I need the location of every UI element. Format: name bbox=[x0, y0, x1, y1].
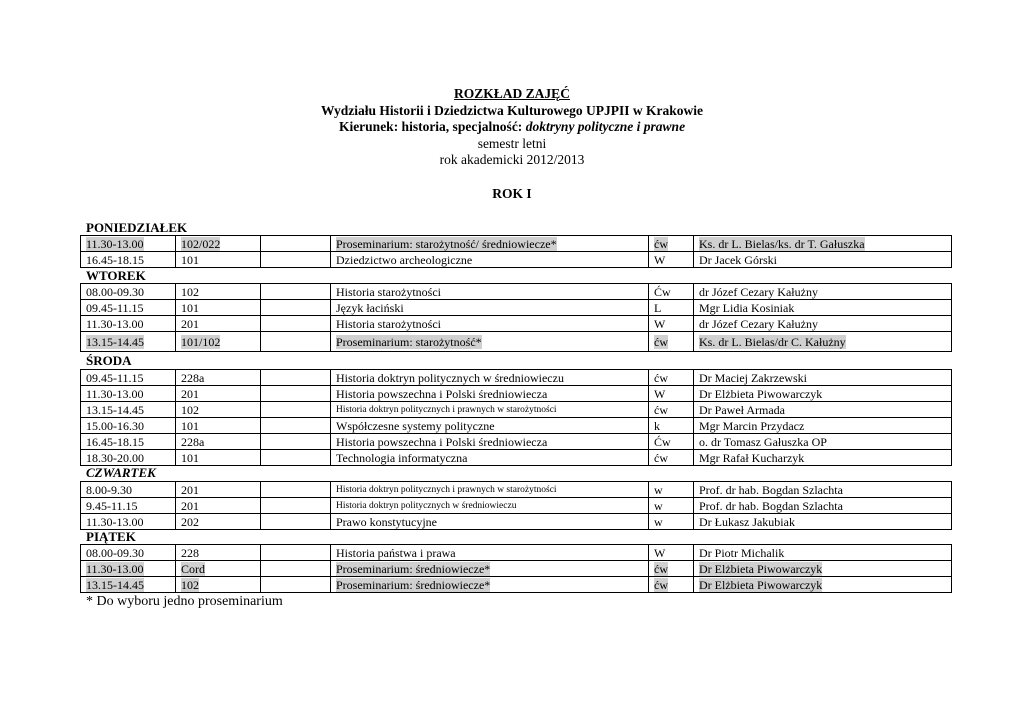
faculty-name: Wydziału Historii i Dziedzictwa Kulturowego UPJPII w Krakowie bbox=[320, 102, 704, 118]
teacher-cell bbox=[694, 386, 952, 402]
room-text: 201 bbox=[181, 386, 199, 401]
subject-text: Historia doktryn politycznych i prawnych w starożytności bbox=[336, 484, 557, 495]
table-row bbox=[81, 450, 952, 466]
time-cell bbox=[81, 418, 176, 434]
teacher-cell bbox=[694, 482, 952, 498]
subject-text: Proseminarium: średniowiecze* bbox=[336, 577, 491, 592]
teacher-text: dr Józef Cezary Kałużny bbox=[699, 284, 818, 299]
teacher-text: Prof. dr hab. Bogdan Szlachta bbox=[699, 482, 843, 497]
empty-cell bbox=[261, 577, 331, 593]
subject-cell bbox=[331, 316, 649, 332]
type-cell bbox=[649, 498, 694, 514]
empty-cell bbox=[261, 300, 331, 316]
day-heading: PIĄTEK bbox=[86, 529, 136, 544]
table-row bbox=[81, 402, 952, 418]
room-cell bbox=[176, 418, 261, 434]
type-text: w bbox=[654, 514, 663, 529]
table-row bbox=[81, 370, 952, 386]
empty-cell bbox=[261, 284, 331, 300]
table-row bbox=[81, 252, 952, 268]
room-cell bbox=[176, 284, 261, 300]
teacher-cell bbox=[694, 252, 952, 268]
type-text: ćw bbox=[654, 334, 668, 349]
day-heading: CZWARTEK bbox=[86, 465, 156, 480]
empty-cell bbox=[261, 434, 331, 450]
time-cell bbox=[81, 561, 176, 577]
room-text: 228a bbox=[181, 370, 205, 385]
teacher-text: Dr Elżbieta Piwowarczyk bbox=[699, 386, 823, 401]
room-cell bbox=[176, 577, 261, 593]
room-text: 102 bbox=[181, 577, 199, 592]
teacher-text: Ks. dr L. Bielas/dr C. Kałużny bbox=[699, 334, 846, 349]
subject-text: Historia doktryn politycznych w średniowieczu bbox=[336, 500, 517, 511]
table-row bbox=[81, 514, 952, 530]
time-text: 11.30-13.00 bbox=[86, 561, 144, 576]
subject-text: Historia powszechna i Polski średniowiecza bbox=[336, 434, 548, 449]
time-cell bbox=[81, 577, 176, 593]
type-text: k bbox=[654, 418, 660, 433]
table-row bbox=[81, 316, 952, 332]
day-schedule-table bbox=[80, 481, 952, 530]
subject-cell bbox=[331, 434, 649, 450]
type-text: ćw bbox=[654, 561, 668, 576]
day-heading: PONIEDZIAŁEK bbox=[86, 220, 188, 235]
type-cell bbox=[649, 252, 694, 268]
room-cell bbox=[176, 332, 261, 352]
type-cell bbox=[649, 402, 694, 418]
time-text: 11.30-13.00 bbox=[86, 386, 144, 401]
room-text: 228 bbox=[181, 545, 199, 560]
type-text: L bbox=[654, 300, 662, 315]
room-text: 228a bbox=[181, 434, 205, 449]
teacher-text: Dr Elżbieta Piwowarczyk bbox=[699, 577, 823, 592]
subject-text: Historia starożytności bbox=[336, 284, 441, 299]
type-cell bbox=[649, 386, 694, 402]
teacher-text: Dr Paweł Armada bbox=[699, 402, 785, 417]
room-text: 101 bbox=[181, 300, 199, 315]
room-cell bbox=[176, 561, 261, 577]
type-text: Ćw bbox=[654, 434, 671, 449]
teacher-text: Ks. dr L. Bielas/ks. dr T. Gałuszka bbox=[699, 236, 865, 251]
time-text: 11.30-13.00 bbox=[86, 316, 144, 331]
table-row bbox=[81, 545, 952, 561]
empty-cell bbox=[261, 450, 331, 466]
teacher-cell bbox=[694, 561, 952, 577]
type-cell bbox=[649, 300, 694, 316]
teacher-text: o. dr Tomasz Gałuszka OP bbox=[699, 434, 827, 449]
subject-text: Technologia informatyczna bbox=[336, 450, 468, 465]
type-text: W bbox=[654, 386, 666, 401]
type-cell bbox=[649, 577, 694, 593]
table-row bbox=[81, 498, 952, 514]
teacher-cell bbox=[694, 284, 952, 300]
teacher-cell bbox=[694, 370, 952, 386]
subject-text: Historia doktryn politycznych w średniowieczu bbox=[336, 370, 564, 385]
time-cell bbox=[81, 498, 176, 514]
room-cell bbox=[176, 386, 261, 402]
type-text: w bbox=[654, 482, 663, 497]
teacher-cell bbox=[694, 434, 952, 450]
subject-text: Proseminarium: starożytność* bbox=[336, 334, 482, 349]
type-text: ćw bbox=[654, 236, 668, 251]
room-text: 202 bbox=[181, 514, 199, 529]
type-cell bbox=[649, 370, 694, 386]
room-cell bbox=[176, 482, 261, 498]
type-cell bbox=[649, 482, 694, 498]
empty-cell bbox=[261, 386, 331, 402]
type-text: ćw bbox=[654, 370, 668, 385]
teacher-text: Dr Maciej Zakrzewski bbox=[699, 370, 807, 385]
type-cell bbox=[649, 561, 694, 577]
subject-cell bbox=[331, 300, 649, 316]
room-text: 201 bbox=[181, 316, 199, 331]
subject-cell bbox=[331, 370, 649, 386]
day-heading: ŚRODA bbox=[86, 353, 132, 368]
empty-cell bbox=[261, 545, 331, 561]
empty-cell bbox=[261, 402, 331, 418]
time-text: 11.30-13.00 bbox=[86, 236, 144, 251]
type-cell bbox=[649, 545, 694, 561]
teacher-text: Mgr Rafał Kucharzyk bbox=[699, 450, 805, 465]
time-text: 15.00-16.30 bbox=[86, 418, 144, 433]
table-row bbox=[81, 386, 952, 402]
table-row bbox=[81, 332, 952, 352]
subject-text: Historia państwa i prawa bbox=[336, 545, 456, 560]
subject-text: Historia starożytności bbox=[336, 316, 441, 331]
teacher-text: Mgr Marcin Przydacz bbox=[699, 418, 805, 433]
time-text: 16.45-18.15 bbox=[86, 434, 144, 449]
table-row bbox=[81, 561, 952, 577]
type-text: W bbox=[654, 252, 666, 267]
time-text: 11.30-13.00 bbox=[86, 514, 144, 529]
room-cell bbox=[176, 514, 261, 530]
room-cell bbox=[176, 545, 261, 561]
empty-cell bbox=[261, 370, 331, 386]
program-prefix: Kierunek: historia, specjalność: bbox=[338, 119, 526, 134]
room-text: 201 bbox=[181, 498, 199, 513]
empty-cell bbox=[261, 418, 331, 434]
teacher-cell bbox=[694, 300, 952, 316]
type-text: ćw bbox=[654, 577, 668, 592]
day-heading: WTOREK bbox=[86, 268, 146, 283]
room-cell bbox=[176, 252, 261, 268]
table-row bbox=[81, 236, 952, 252]
teacher-text: Prof. dr hab. Bogdan Szlachta bbox=[699, 498, 843, 513]
room-text: 102/022 bbox=[181, 236, 221, 251]
room-text: Cord bbox=[181, 561, 205, 576]
time-text: 16.45-18.15 bbox=[86, 252, 144, 267]
table-row bbox=[81, 300, 952, 316]
empty-cell bbox=[261, 316, 331, 332]
time-cell bbox=[81, 300, 176, 316]
table-row bbox=[81, 284, 952, 300]
time-text: 13.15-14.45 bbox=[86, 334, 144, 349]
teacher-cell bbox=[694, 418, 952, 434]
teacher-cell bbox=[694, 514, 952, 530]
subject-cell bbox=[331, 561, 649, 577]
teacher-cell bbox=[694, 498, 952, 514]
room-cell bbox=[176, 236, 261, 252]
type-cell bbox=[649, 434, 694, 450]
subject-text: Proseminarium: starożytność/ średniowiecze* bbox=[336, 236, 557, 251]
empty-cell bbox=[261, 482, 331, 498]
time-text: 09.45-11.15 bbox=[86, 370, 144, 385]
time-cell bbox=[81, 316, 176, 332]
subject-text: Współczesne systemy polityczne bbox=[336, 418, 495, 433]
type-text: Ćw bbox=[654, 284, 671, 299]
teacher-cell bbox=[694, 450, 952, 466]
room-cell bbox=[176, 434, 261, 450]
type-cell bbox=[649, 284, 694, 300]
table-row bbox=[81, 577, 952, 593]
time-cell bbox=[81, 434, 176, 450]
room-text: 101/102 bbox=[181, 334, 221, 349]
time-text: 08.00-09.30 bbox=[86, 284, 144, 299]
time-text: 18.30-20.00 bbox=[86, 450, 144, 465]
room-text: 102 bbox=[181, 402, 199, 417]
subject-cell bbox=[331, 498, 649, 514]
type-text: ćw bbox=[654, 402, 668, 417]
teacher-text: Dr Jacek Górski bbox=[699, 252, 777, 267]
time-cell bbox=[81, 450, 176, 466]
subject-cell bbox=[331, 482, 649, 498]
time-cell bbox=[81, 545, 176, 561]
teacher-text: Mgr Lidia Kosiniak bbox=[699, 300, 795, 315]
day-schedule-table bbox=[80, 235, 952, 268]
room-text: 102 bbox=[181, 284, 199, 299]
subject-cell bbox=[331, 284, 649, 300]
room-text: 201 bbox=[181, 482, 199, 497]
teacher-text: Dr Elżbieta Piwowarczyk bbox=[699, 561, 823, 576]
room-cell bbox=[176, 370, 261, 386]
empty-cell bbox=[261, 498, 331, 514]
time-cell bbox=[81, 252, 176, 268]
time-cell bbox=[81, 332, 176, 352]
time-text: 08.00-09.30 bbox=[86, 545, 144, 560]
subject-text: Historia doktryn politycznych i prawnych w starożytności bbox=[336, 404, 557, 415]
room-text: 101 bbox=[181, 418, 199, 433]
time-cell bbox=[81, 284, 176, 300]
time-cell bbox=[81, 402, 176, 418]
time-text: 8.00-9.30 bbox=[86, 482, 132, 497]
teacher-cell bbox=[694, 545, 952, 561]
subject-cell bbox=[331, 418, 649, 434]
empty-cell bbox=[261, 514, 331, 530]
teacher-cell bbox=[694, 236, 952, 252]
type-cell bbox=[649, 236, 694, 252]
semester-line: semestr letni bbox=[477, 135, 547, 151]
subject-cell bbox=[331, 386, 649, 402]
type-cell bbox=[649, 316, 694, 332]
empty-cell bbox=[261, 332, 331, 352]
teacher-text: Dr Łukasz Jakubiak bbox=[699, 514, 795, 529]
subject-cell bbox=[331, 514, 649, 530]
footnote: * Do wyboru jedno proseminarium bbox=[86, 594, 283, 609]
type-cell bbox=[649, 418, 694, 434]
empty-cell bbox=[261, 252, 331, 268]
table-row bbox=[81, 434, 952, 450]
day-schedule-table bbox=[80, 283, 952, 352]
room-cell bbox=[176, 498, 261, 514]
table-row bbox=[81, 482, 952, 498]
room-cell bbox=[176, 402, 261, 418]
time-cell bbox=[81, 514, 176, 530]
subject-cell bbox=[331, 252, 649, 268]
teacher-cell bbox=[694, 316, 952, 332]
teacher-cell bbox=[694, 402, 952, 418]
table-row bbox=[81, 418, 952, 434]
room-cell bbox=[176, 316, 261, 332]
time-text: 13.15-14.45 bbox=[86, 402, 144, 417]
teacher-cell bbox=[694, 577, 952, 593]
time-cell bbox=[81, 236, 176, 252]
day-schedule-table bbox=[80, 544, 952, 593]
room-cell bbox=[176, 450, 261, 466]
type-cell bbox=[649, 332, 694, 352]
subject-cell bbox=[331, 450, 649, 466]
subject-cell bbox=[331, 577, 649, 593]
subject-cell bbox=[331, 402, 649, 418]
subject-text: Historia powszechna i Polski średniowiecza bbox=[336, 386, 548, 401]
academic-year-line: rok akademicki 2012/2013 bbox=[439, 152, 585, 167]
subject-text: Prawo konstytucyjne bbox=[336, 514, 437, 529]
room-text: 101 bbox=[181, 450, 199, 465]
type-cell bbox=[649, 514, 694, 530]
program-specialty: doktryny polityczne i prawne bbox=[525, 119, 686, 134]
time-cell bbox=[81, 482, 176, 498]
subject-cell bbox=[331, 236, 649, 252]
type-text: ćw bbox=[654, 450, 668, 465]
teacher-text: Dr Piotr Michalik bbox=[699, 545, 785, 560]
room-text: 101 bbox=[181, 252, 199, 267]
empty-cell bbox=[261, 561, 331, 577]
year-heading: ROK I bbox=[492, 186, 532, 201]
teacher-text: dr Józef Cezary Kałużny bbox=[699, 316, 818, 331]
subject-cell bbox=[331, 545, 649, 561]
empty-cell bbox=[261, 236, 331, 252]
room-cell bbox=[176, 300, 261, 316]
type-cell bbox=[649, 450, 694, 466]
time-text: 13.15-14.45 bbox=[86, 577, 144, 592]
subject-text: Proseminarium: średniowiecze* bbox=[336, 561, 491, 576]
program-line bbox=[0, 119, 1024, 136]
teacher-cell bbox=[694, 332, 952, 352]
time-cell bbox=[81, 370, 176, 386]
subject-text: Dziedzictwo archeologiczne bbox=[336, 252, 473, 267]
subject-cell bbox=[331, 332, 649, 352]
type-text: W bbox=[654, 545, 666, 560]
document-header bbox=[0, 86, 1024, 169]
day-schedule-table bbox=[80, 369, 952, 466]
schedule-title: ROZKŁAD ZAJĘĆ bbox=[454, 86, 570, 101]
type-text: w bbox=[654, 498, 663, 513]
subject-text: Język łaciński bbox=[336, 300, 404, 315]
time-text: 09.45-11.15 bbox=[86, 300, 144, 315]
time-cell bbox=[81, 386, 176, 402]
time-text: 9.45-11.15 bbox=[86, 498, 138, 513]
type-text: W bbox=[654, 316, 666, 331]
